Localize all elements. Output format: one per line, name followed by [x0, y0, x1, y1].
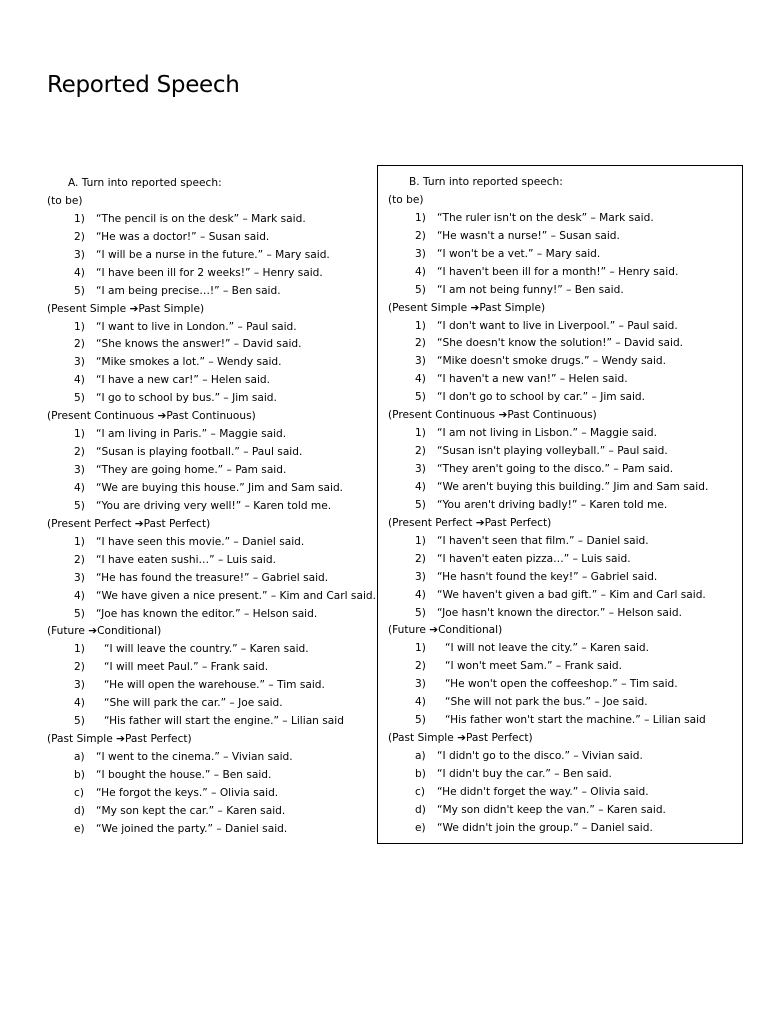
exercise-item [388, 551, 742, 569]
exercise-header: B. Turn into reported speech: [409, 176, 563, 188]
exercise-item [388, 569, 742, 587]
item-sentence: “The pencil is on the desk” – Mark said. [96, 212, 306, 225]
item-sentence: “We haven't given a bad gift.” – Kim and Carl said. [437, 588, 706, 601]
exercise-item [47, 319, 377, 337]
exercise-item [388, 443, 742, 461]
item-sentence: “I am not being funny!” – Ben said. [437, 283, 624, 296]
item-sentence: “I won't meet Sam.” – Frank said. [445, 660, 623, 673]
item-sentence: “I go to school by bus.” – Jim said. [96, 392, 277, 405]
section-title: (Present Perfect ➔Past Perfect) [47, 517, 211, 530]
item-sentence: “She knows the answer!” – David said. [96, 338, 302, 351]
item-sentence: “We are buying this house.” Jim and Sam said. [96, 481, 344, 494]
exercise-item [388, 658, 742, 676]
exercise-item [388, 371, 742, 389]
item-sentence: “I am not living in Lisbon.” – Maggie said. [437, 427, 657, 440]
item-number: 3) [415, 463, 426, 475]
item-sentence: “I don't go to school by car.” – Jim said. [437, 391, 645, 404]
item-sentence: “Susan is playing football.” – Paul said. [96, 446, 303, 459]
item-sentence: “He was a doctor!” – Susan said. [96, 230, 270, 243]
item-number: 3) [74, 571, 85, 584]
item-sentence: “She will park the car.” – Joe said. [104, 697, 283, 710]
item-number: 1) [415, 211, 426, 224]
exercise-item [47, 552, 377, 570]
item-sentence: “She will not park the bus.” – Joe said. [445, 696, 648, 709]
exercise-item [47, 283, 377, 301]
item-number: d) [415, 803, 426, 816]
item-sentence: “I will leave the country.” – Karen said. [104, 643, 309, 656]
item-number: 5) [415, 391, 426, 404]
item-sentence: “She doesn't know the solution!” – David said. [437, 337, 684, 350]
item-sentence: “I have seen this movie.” – Daniel said. [96, 535, 305, 548]
item-number: 1) [74, 320, 85, 333]
item-sentence: “You are driving very well!” – Karen told me. [96, 499, 332, 512]
item-number: 3) [74, 464, 85, 476]
exercise-item [47, 229, 377, 247]
item-number: 5) [74, 607, 85, 620]
item-sentence: “My son didn't keep the van.” – Karen said. [437, 803, 666, 816]
exercise-item [47, 821, 377, 839]
exercise-item [47, 570, 377, 588]
item-number: 4) [74, 374, 85, 387]
item-sentence: “He won't open the coffeeshop.” – Tim said. [445, 678, 678, 691]
item-sentence: “I am living in Paris.” – Maggie said. [96, 428, 287, 441]
item-number: b) [415, 767, 426, 780]
item-number: 3) [74, 248, 85, 261]
exercise-item [47, 390, 377, 408]
section-title: (Past Simple ➔Past Perfect) [47, 733, 192, 746]
section-title: (Future ➔Conditional) [47, 625, 162, 638]
item-sentence: “I haven't a new van!” – Helen said. [437, 373, 628, 386]
exercise-item [388, 389, 742, 407]
item-sentence: “They aren't going to the disco.” – Pam said. [437, 463, 674, 475]
item-number: 5) [74, 392, 85, 405]
exercise-item [47, 695, 377, 713]
item-number: a) [74, 751, 85, 763]
item-sentence: “We have given a nice present.” – Kim and Carl said. [96, 589, 376, 602]
item-number: e) [74, 822, 85, 835]
item-number: c) [415, 785, 425, 798]
section-title: (Present Continuous ➔Past Continuous) [47, 410, 256, 423]
item-sentence: “His father won't start the machine.” – Lilian said [445, 714, 706, 727]
item-sentence: “The ruler isn't on the desk” – Mark said. [437, 211, 654, 224]
item-sentence: “I haven't been ill for a month!” – Henry said. [437, 265, 679, 278]
item-number: 5) [415, 714, 426, 727]
item-number: 3) [415, 355, 426, 368]
item-sentence: “He didn't forget the way.” – Olivia said. [437, 785, 649, 798]
exercise-item [388, 533, 742, 551]
item-number: 2) [415, 337, 426, 350]
item-number: b) [74, 768, 85, 781]
exercise-item [388, 210, 742, 228]
exercise-item [47, 498, 377, 516]
exercise-item [388, 479, 742, 497]
item-sentence: “I have a new car!” – Helen said. [96, 374, 270, 387]
exercise-item [388, 802, 742, 820]
item-number: 1) [74, 212, 85, 225]
exercise-item [388, 318, 742, 336]
item-number: 3) [415, 678, 426, 691]
exercise-item [388, 228, 742, 246]
exercise-item [47, 767, 377, 785]
exercise-item [47, 354, 377, 372]
section-title: (Past Simple ➔Past Perfect) [388, 732, 533, 745]
item-number: 4) [415, 265, 426, 278]
item-number: 3) [74, 356, 85, 369]
exercise-item [47, 247, 377, 265]
item-number: 4) [74, 697, 85, 710]
exercise-item [388, 766, 742, 784]
item-number: 2) [74, 661, 85, 674]
item-sentence: “I didn't go to the disco.” – Vivian said. [437, 750, 643, 762]
exercise-item [47, 372, 377, 390]
exercise-item [388, 353, 742, 371]
exercise-item [388, 425, 742, 443]
item-number: 5) [74, 284, 85, 297]
item-number: 1) [74, 428, 85, 441]
item-sentence: “I bought the house.” – Ben said. [96, 768, 272, 781]
item-number: 4) [74, 266, 85, 279]
item-sentence: “I didn't buy the car.” – Ben said. [437, 767, 612, 780]
item-number: 4) [74, 481, 85, 494]
item-number: 5) [415, 498, 426, 511]
item-number: 5) [415, 606, 426, 619]
exercise-item [47, 785, 377, 803]
exercise-item [47, 444, 377, 462]
exercise-item [47, 588, 377, 606]
item-number: 2) [74, 338, 85, 351]
exercise-item [388, 587, 742, 605]
item-number: d) [74, 804, 85, 817]
item-sentence: “I will be a nurse in the future.” – Mary said. [96, 248, 330, 261]
page-title: Reported Speech [47, 72, 240, 98]
exercise-item [47, 803, 377, 821]
item-number: 2) [74, 230, 85, 243]
exercise-item [388, 676, 742, 694]
item-sentence: “I have been ill for 2 weeks!” – Henry said. [96, 266, 323, 279]
item-number: 3) [74, 679, 85, 692]
item-sentence: “He hasn't found the key!” – Gabriel said. [437, 570, 658, 583]
item-sentence: “Mike smokes a lot.” – Wendy said. [96, 356, 282, 369]
item-number: 2) [415, 445, 426, 458]
item-number: c) [74, 786, 84, 799]
item-number: a) [415, 750, 426, 762]
item-sentence: “I won't be a vet.” – Mary said. [437, 247, 601, 260]
item-number: 2) [415, 229, 426, 242]
exercise-item [388, 784, 742, 802]
exercise-item [388, 605, 742, 623]
item-sentence: “Susan isn't playing volleyball.” – Paul said. [437, 445, 668, 458]
item-number: 3) [415, 247, 426, 260]
section-title: (Present Continuous ➔Past Continuous) [388, 409, 597, 422]
exercise-item [47, 606, 377, 624]
item-number: 4) [415, 480, 426, 493]
item-sentence: “He has found the treasure!” – Gabriel said. [96, 571, 329, 584]
section-title: (Future ➔Conditional) [388, 624, 503, 637]
exercise-item [47, 480, 377, 498]
item-sentence: “I want to live in London.” – Paul said. [96, 320, 297, 333]
item-number: 1) [415, 534, 426, 547]
item-number: 2) [415, 552, 426, 565]
item-number: 5) [74, 499, 85, 512]
exercise-item [47, 265, 377, 283]
exercise-a-column [47, 175, 377, 839]
item-number: 5) [415, 283, 426, 296]
section-title: (to be) [47, 194, 83, 207]
item-sentence: “His father will start the engine.” – Lilian said [104, 715, 344, 728]
section-title: (Present Perfect ➔Past Perfect) [388, 516, 552, 529]
item-number: 1) [415, 642, 426, 655]
item-sentence: “I haven't eaten pizza…” – Luis said. [437, 552, 631, 565]
exercise-item [47, 426, 377, 444]
exercise-item [47, 659, 377, 677]
item-number: 5) [74, 715, 85, 728]
item-number: 2) [74, 446, 85, 459]
item-sentence: “Mike doesn't smoke drugs.” – Wendy said. [437, 355, 666, 368]
exercise-item [47, 677, 377, 695]
exercise-item [47, 713, 377, 731]
exercise-b-box [377, 165, 743, 844]
item-sentence: “I have eaten sushi…” – Luis said. [96, 553, 276, 566]
section-title: (Pesent Simple ➔Past Simple) [388, 301, 546, 314]
item-number: 2) [74, 553, 85, 566]
exercise-item [47, 462, 377, 480]
exercise-item [388, 461, 742, 479]
item-sentence: “We didn't join the group.” – Daniel said. [437, 821, 653, 834]
exercise-item [388, 712, 742, 730]
item-number: 4) [415, 696, 426, 709]
item-number: 4) [74, 589, 85, 602]
item-sentence: “I will not leave the city.” – Karen said. [445, 642, 650, 655]
item-sentence: “I am being precise…!” – Ben said. [96, 284, 281, 297]
item-sentence: “My son kept the car.” – Karen said. [96, 804, 286, 817]
exercise-item [47, 336, 377, 354]
exercise-header: A. Turn into reported speech: [68, 177, 222, 189]
item-number: e) [415, 821, 426, 834]
item-sentence: “I will meet Paul.” – Frank said. [104, 661, 269, 674]
item-sentence: “I haven't seen that film.” – Daniel said. [437, 534, 649, 547]
item-sentence: “He forgot the keys.” – Olivia said. [96, 786, 279, 799]
item-number: 2) [415, 660, 426, 673]
item-number: 1) [74, 535, 85, 548]
item-number: 3) [415, 570, 426, 583]
item-number: 1) [74, 643, 85, 656]
item-sentence: “They are going home.” – Pam said. [96, 464, 287, 476]
exercise-item [388, 282, 742, 300]
exercise-item [47, 534, 377, 552]
item-number: 4) [415, 588, 426, 601]
item-number: 1) [415, 427, 426, 440]
exercise-item [47, 749, 377, 767]
item-sentence: “Joe has known the editor.” – Helson said. [96, 607, 318, 620]
exercise-item [388, 335, 742, 353]
item-sentence: “We aren't buying this building.” Jim and Sam said. [437, 480, 709, 493]
item-sentence: “I don't want to live in Liverpool.” – Paul said. [437, 319, 678, 332]
exercise-item [388, 748, 742, 766]
exercise-item [388, 820, 742, 838]
exercise-item [388, 264, 742, 282]
item-sentence: “He wasn't a nurse!” – Susan said. [437, 229, 620, 242]
item-sentence: “We joined the party.” – Daniel said. [96, 822, 288, 835]
exercise-item [47, 641, 377, 659]
item-sentence: “I went to the cinema.” – Vivian said. [96, 751, 293, 763]
exercise-item [388, 694, 742, 712]
item-number: 4) [415, 373, 426, 386]
item-sentence: “He will open the warehouse.” – Tim said. [104, 679, 325, 692]
section-title: (Pesent Simple ➔Past Simple) [47, 302, 205, 315]
item-number: 1) [415, 319, 426, 332]
item-sentence: “Joe hasn't known the director.” – Helson said. [437, 606, 682, 619]
exercise-item [388, 640, 742, 658]
item-sentence: “You aren't driving badly!” – Karen told me. [437, 498, 668, 511]
section-title: (to be) [388, 193, 424, 206]
exercise-item [388, 497, 742, 515]
exercise-item [388, 246, 742, 264]
exercise-item [47, 211, 377, 229]
